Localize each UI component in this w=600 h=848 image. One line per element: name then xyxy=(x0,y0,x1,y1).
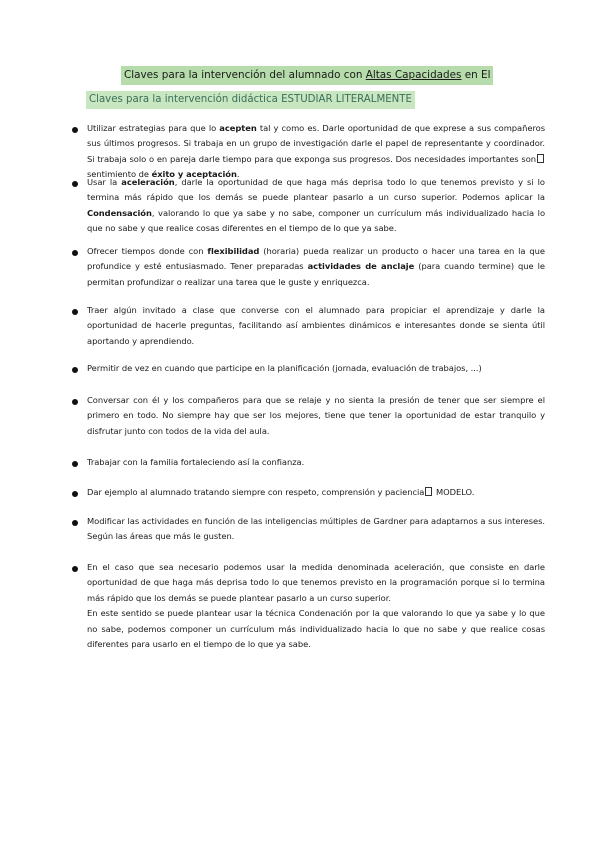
arrow-symbol-icon xyxy=(537,154,544,163)
bullet-icon xyxy=(72,127,78,133)
item-bold: actividades de anclaje xyxy=(307,261,415,272)
bullet-icon xyxy=(72,367,78,373)
bullet-icon xyxy=(72,181,78,187)
bullet-icon xyxy=(72,566,78,572)
arrow-symbol-icon xyxy=(425,487,432,496)
list-item: Trabajar con la familia fortaleciendo así la confianza. xyxy=(87,457,305,467)
list-item xyxy=(87,560,545,652)
title-link-altas-capacidades[interactable]: Altas Capacidades xyxy=(365,69,462,81)
list-item xyxy=(87,485,545,500)
list-item: Permitir de vez en cuando que participe en la planificación (jornada, evaluación de trabajos, ...) xyxy=(87,363,482,373)
item-bold: flexibilidad xyxy=(207,246,260,256)
bullet-icon xyxy=(72,461,78,467)
title-text-end: en El xyxy=(461,69,491,81)
item-text: . xyxy=(236,169,240,180)
item-bold: Condensación xyxy=(87,207,152,218)
bullet-icon xyxy=(72,399,78,405)
item-text: Ofrecer tiempos donde con xyxy=(87,246,208,256)
item-bold: aceleración xyxy=(121,177,175,187)
item-paragraph: En este sentido se puede plantear usar la técnica Condenación por la que valorando lo que ya sabe y lo que no sabe, podemos componer un currículum más individualizado hacia lo que no sabe y que realice cosas diferentes para usarlo en el tiempo de lo que ya sabe. xyxy=(87,608,545,650)
item-text: Usar la xyxy=(87,177,122,187)
bullet-icon xyxy=(72,491,78,497)
item-text: Dar ejemplo al alumnado tratando siempre con respeto, comprensión y paciencia xyxy=(87,487,425,497)
bullet-icon xyxy=(72,250,78,256)
item-text: (horaria) pueda realizar un producto o hacer una tarea en la que profundice y esté entusiasmado. Tener preparadas xyxy=(87,246,546,272)
list-item xyxy=(87,121,545,183)
list-item xyxy=(87,244,545,290)
item-text: , darle la oportunidad de que haga más deprisa todo lo que tenemos previsto y si lo termina más rápido que los demás se puede plantear pasarlo a un curso superior. Podemos aplicar la xyxy=(87,177,545,203)
item-text: MODELO. xyxy=(433,487,475,497)
item-text: Utilizar estrategias para que lo xyxy=(87,123,220,133)
item-text: sentimiento de xyxy=(87,169,152,180)
list-item: Traer algún invitado a clase que converse con el alumnado para propiciar el aprendizaje y darle la oportunidad de hacerle preguntas, facilitando así ambientes dinámicos e interesantes donde se sienta útil aportando y aprendiendo. xyxy=(87,305,545,346)
item-text: (para cuando termine) que le permitan profundizar o realizar una tarea que le guste y enriquezca. xyxy=(87,261,545,287)
item-paragraph: En el caso que sea necesario podemos usar la medida denominada aceleración, que consiste en darle oportunidad de que haga más deprisa todo lo que tenemos previsto en la programación porque si lo termina más rápido que los demás se puede plantear pasarlo a un curso superior. xyxy=(87,562,545,603)
title-text-start: Claves para la intervención del alumnado con xyxy=(124,69,366,81)
item-text: , valorando lo que ya sabe y no sabe, componer un currículum más individualizado hacia lo que no sabe y que realice cosas diferentes en el tiempo de lo que ya sabe. xyxy=(87,207,545,234)
bullet-icon xyxy=(72,309,78,315)
list-item: Modificar las actividades en función de las inteligencias múltiples de Gardner para adaptarnos a sus intereses. Según las áreas que más le gusten. xyxy=(87,516,545,542)
list-item: Conversar con él y los compañeros para que se relaje y no sienta la presión de tener que ser siempre el primero en todo. No siempre hay que ser los mejores, tiene que tener la oportunidad de estar tranquilo y disfrutar junto con todos de la vida del aula. xyxy=(87,395,545,436)
item-bold: éxito y aceptación xyxy=(151,169,237,180)
list-item xyxy=(87,175,545,237)
document-subtitle: Claves para la intervención didáctica ESTUDIAR LITERALMENTE xyxy=(86,91,415,109)
bullet-icon xyxy=(72,520,78,526)
item-bold: acepten xyxy=(219,123,257,133)
item-text: tal y como es. Darle oportunidad de que exprese a sus compañeros sus últimos progresos. Si trabaja en un grupo de investigación darle el papel de representante y coordinador. Si trabaja solo o en pareja darle tiempo para que exponga sus progresos. Dos necesidades importantes son xyxy=(87,123,545,164)
document-title xyxy=(121,66,493,85)
